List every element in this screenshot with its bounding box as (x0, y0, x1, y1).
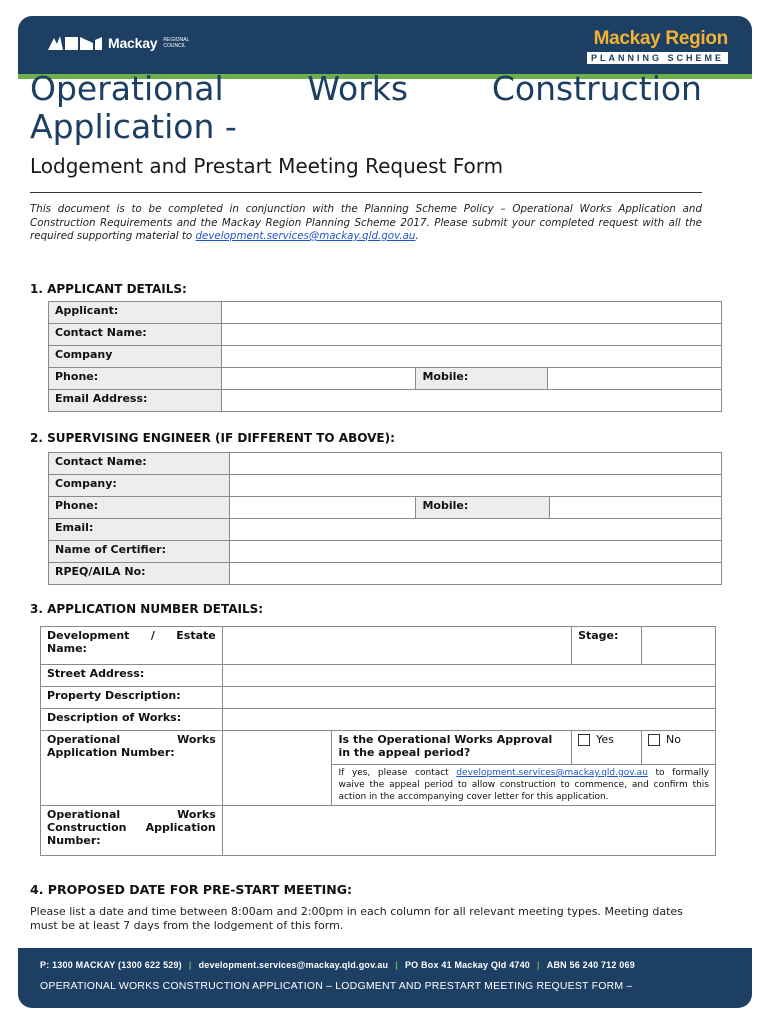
phone-field[interactable] (221, 368, 416, 390)
footer-abn: ABN 56 240 712 069 (546, 960, 635, 970)
eng-company-label: Company: (49, 475, 230, 497)
stage-field[interactable] (642, 627, 716, 665)
company-field[interactable] (221, 346, 721, 368)
appeal-no-checkbox[interactable] (648, 734, 660, 746)
footer-separator: | (188, 960, 192, 970)
rpeq-label: RPEQ/AILA No: (49, 563, 230, 585)
certifier-field[interactable] (229, 541, 721, 563)
applicant-details-table (48, 301, 722, 412)
title-word-1: Operational (30, 69, 224, 108)
footer-phone: P: 1300 MACKAY (1300 622 529) (40, 960, 182, 970)
appeal-no-cell (642, 731, 716, 765)
mobile-label: Mobile: (416, 368, 548, 390)
appeal-note-post: to formally waive the appeal period to allow construction to commence, and confirm this action in the accompanying cover letter for this application. (338, 768, 709, 802)
street-address-label: Street Address: (41, 665, 223, 687)
owc-app-number-field[interactable] (222, 806, 715, 856)
works-description-field[interactable] (222, 709, 715, 731)
rpeq-field[interactable] (229, 563, 721, 585)
ow-app-number-label: Operational Works Application Number: (41, 731, 223, 806)
section-3-heading: 3. APPLICATION NUMBER DETAILS: (30, 602, 264, 616)
eng-mobile-field[interactable] (550, 497, 722, 519)
intro-email-link[interactable]: development.services@mackay.qld.gov.au (195, 230, 416, 242)
contact-name-field[interactable] (221, 324, 721, 346)
title-word-3: Construction (491, 69, 702, 108)
works-description-label: Description of Works: (41, 709, 223, 731)
section-1-heading: 1. APPLICANT DETAILS: (30, 282, 187, 296)
intro-end: . (415, 230, 419, 242)
council-sub-text: REGIONAL COUNCIL (163, 37, 190, 49)
stage-label: Stage: (572, 627, 642, 665)
section-4-text: Please list a date and time between 8:00am and 2:00pm in each column for all relevant meeting types. Meeting dates must be at least 7 days from the lodgement of this form. (30, 905, 683, 932)
footer-title: OPERATIONAL WORKS CONSTRUCTION APPLICATION – LODGMENT AND PRESTART MEETING REQUEST FORM – (40, 980, 633, 992)
eng-company-field[interactable] (229, 475, 721, 497)
title-divider (30, 192, 702, 193)
title-word-2: Works (307, 69, 409, 108)
company-label: Company (49, 346, 222, 368)
section-4-heading: 4. PROPOSED DATE FOR PRE-START MEETING: (30, 882, 353, 897)
intro-paragraph (30, 203, 702, 244)
council-brand-text: Mackay (108, 35, 158, 51)
application-number-table (40, 626, 716, 856)
supervising-engineer-table (48, 452, 722, 585)
eng-contact-name-field[interactable] (229, 453, 721, 475)
document-subtitle: Lodgement and Prestart Meeting Request Form (30, 154, 504, 178)
appeal-yes-cell (572, 731, 642, 765)
eng-email-label: Email: (49, 519, 230, 541)
appeal-note-pre: If yes, please contact (338, 768, 457, 778)
council-logo (48, 34, 191, 52)
document-title (30, 70, 702, 146)
footer-separator: | (537, 960, 540, 970)
appeal-no-label: No (666, 733, 681, 746)
mobile-field[interactable] (548, 368, 722, 390)
scheme-tag: PLANNING SCHEME (587, 52, 728, 64)
scheme-title: Mackay Region (593, 28, 728, 49)
council-logo-icon (48, 34, 102, 52)
eng-contact-name-label: Contact Name: (49, 453, 230, 475)
email-address-field[interactable] (221, 390, 721, 412)
appeal-yes-label: Yes (596, 733, 614, 746)
appeal-note-email-link[interactable]: development.services@mackay.qld.gov.au (456, 768, 648, 778)
appeal-note (332, 765, 716, 806)
owc-app-number-label: Operational Works Construction Application Number: (41, 806, 223, 856)
intro-text: This document is to be completed in conjunction with the Planning Scheme Policy – Operational Works Application and Construction Requirements and the Mackay Region Planning Scheme 2017. Please submit your completed request with all the required supporting material to (30, 203, 702, 242)
footer-po-box: PO Box 41 Mackay Qld 4740 (404, 960, 531, 970)
certifier-label: Name of Certifier: (49, 541, 230, 563)
eng-mobile-label: Mobile: (416, 497, 550, 519)
applicant-label: Applicant: (49, 302, 222, 324)
dev-name-label: Development / Estate Name: (41, 627, 223, 665)
street-address-field[interactable] (222, 665, 715, 687)
page-header (18, 16, 752, 74)
appeal-yes-checkbox[interactable] (578, 734, 590, 746)
appeal-question: Is the Operational Works Approval in the appeal period? (332, 731, 572, 765)
eng-phone-field[interactable] (229, 497, 416, 519)
ow-app-number-field[interactable] (222, 731, 332, 806)
property-description-field[interactable] (222, 687, 715, 709)
footer-email[interactable]: development.services@mackay.qld.gov.au (198, 960, 389, 970)
eng-email-field[interactable] (229, 519, 721, 541)
dev-name-field[interactable] (222, 627, 571, 665)
contact-name-label: Contact Name: (49, 324, 222, 346)
eng-phone-label: Phone: (49, 497, 230, 519)
email-address-label: Email Address: (49, 390, 222, 412)
footer-separator: | (395, 960, 398, 970)
property-description-label: Property Description: (41, 687, 223, 709)
section-2-heading: 2. SUPERVISING ENGINEER (IF DIFFERENT TO ABOVE): (30, 431, 395, 445)
phone-label: Phone: (49, 368, 222, 390)
scheme-logo (587, 28, 728, 64)
title-line-2: Application - (30, 107, 237, 146)
applicant-field[interactable] (221, 302, 721, 324)
